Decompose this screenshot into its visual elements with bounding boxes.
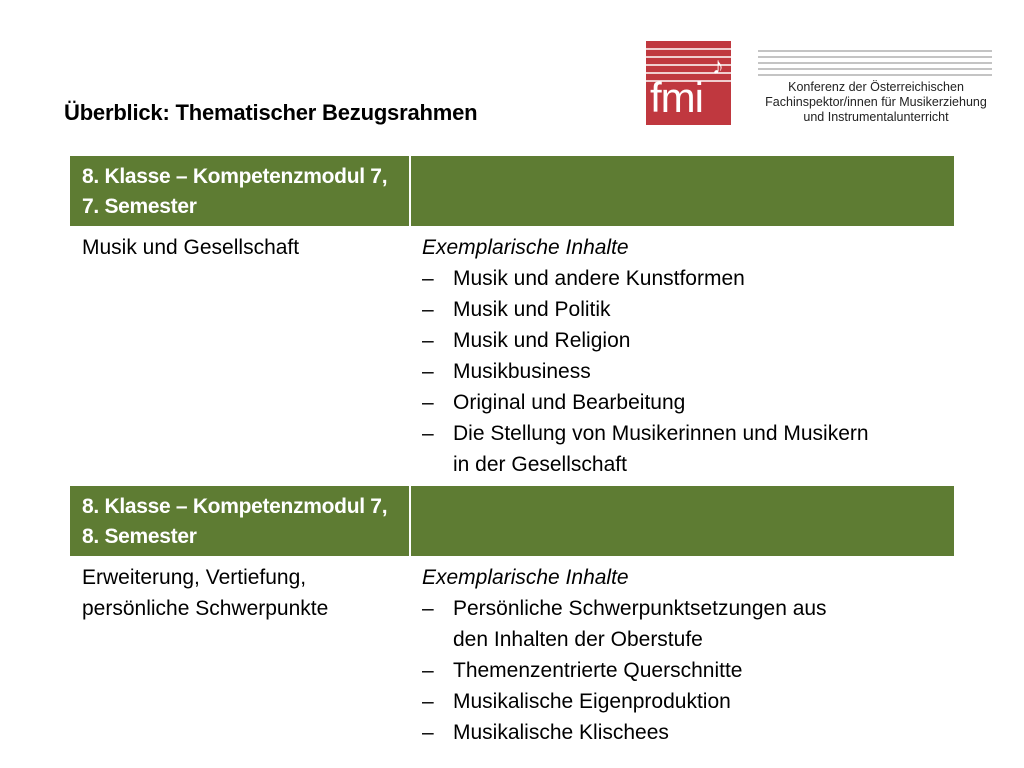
section-header-line: 8. Semester	[82, 525, 197, 548]
section-body-row	[70, 556, 954, 754]
list-item-text: Musikalische Eigenproduktion	[453, 690, 731, 713]
list-item-text: Musik und Religion	[453, 329, 631, 352]
dash-bullet-icon: –	[422, 721, 434, 744]
music-note-icon: ♪	[712, 53, 724, 80]
list-item-text: Musik und Politik	[453, 298, 611, 321]
topic-cell	[70, 556, 410, 754]
topic-line: Erweiterung, Vertiefung,	[82, 566, 307, 589]
dash-bullet-icon: –	[422, 690, 434, 713]
section-header-cell	[70, 156, 410, 226]
topic-line: Musik und Gesellschaft	[82, 236, 300, 259]
content-cell	[410, 226, 954, 486]
section-header-empty-cell	[410, 486, 954, 556]
topic-cell	[70, 226, 410, 486]
section-header-row	[70, 156, 954, 226]
list-item-text: Musik und andere Kunstformen	[453, 267, 745, 290]
content-list	[422, 263, 942, 480]
list-item-text: Original und Bearbeitung	[453, 391, 686, 414]
dash-bullet-icon: –	[422, 267, 434, 290]
list-item-text: den Inhalten der Oberstufe	[453, 628, 703, 651]
organization-line: und Instrumentalunterricht	[803, 110, 949, 124]
staff-lines-decoration	[758, 50, 992, 76]
list-item	[422, 418, 942, 480]
dash-bullet-icon: –	[422, 298, 434, 321]
content-cell	[410, 556, 954, 754]
section-header-line: 7. Semester	[82, 195, 197, 218]
topic-line: persönliche Schwerpunkte	[82, 597, 329, 620]
dash-bullet-icon: –	[422, 360, 434, 383]
organization-line: Konferenz der Österreichischen	[788, 80, 964, 94]
list-item-text: Musikbusiness	[453, 360, 591, 383]
fmi-logo	[646, 41, 731, 125]
list-item	[422, 593, 942, 655]
competence-table	[70, 156, 954, 754]
list-item	[422, 325, 942, 356]
dash-bullet-icon: –	[422, 329, 434, 352]
list-item-text: Die Stellung von Musikerinnen und Musikern	[453, 422, 869, 445]
list-item-text: Musikalische Klischees	[453, 721, 669, 744]
organization-name	[758, 80, 994, 125]
section-header-empty-cell	[410, 156, 954, 226]
section-header-line: 8. Klasse – Kompetenzmodul 7,	[82, 495, 388, 518]
page-title: Überblick: Thematischer Bezugsrahmen	[64, 100, 478, 125]
list-item-text: in der Gesellschaft	[453, 453, 627, 476]
list-item	[422, 655, 942, 686]
dash-bullet-icon: –	[422, 422, 434, 445]
list-item	[422, 717, 942, 748]
list-item-text: Persönliche Schwerpunktsetzungen aus	[453, 597, 827, 620]
list-item	[422, 294, 942, 325]
section-header-cell	[70, 486, 410, 556]
list-item	[422, 356, 942, 387]
content-list	[422, 593, 942, 748]
list-item-text: Themenzentrierte Querschnitte	[453, 659, 743, 682]
list-item	[422, 686, 942, 717]
list-item	[422, 263, 942, 294]
logo-text: fmi	[650, 74, 703, 121]
dash-bullet-icon: –	[422, 391, 434, 414]
list-item	[422, 387, 942, 418]
section-header-row	[70, 486, 954, 556]
section-header-line: 8. Klasse – Kompetenzmodul 7,	[82, 165, 388, 188]
dash-bullet-icon: –	[422, 659, 434, 682]
content-heading: Exemplarische Inhalte	[422, 566, 629, 589]
content-heading: Exemplarische Inhalte	[422, 236, 629, 259]
dash-bullet-icon: –	[422, 597, 434, 620]
organization-line: Fachinspektor/innen für Musikerziehung	[765, 95, 987, 109]
section-body-row	[70, 226, 954, 486]
